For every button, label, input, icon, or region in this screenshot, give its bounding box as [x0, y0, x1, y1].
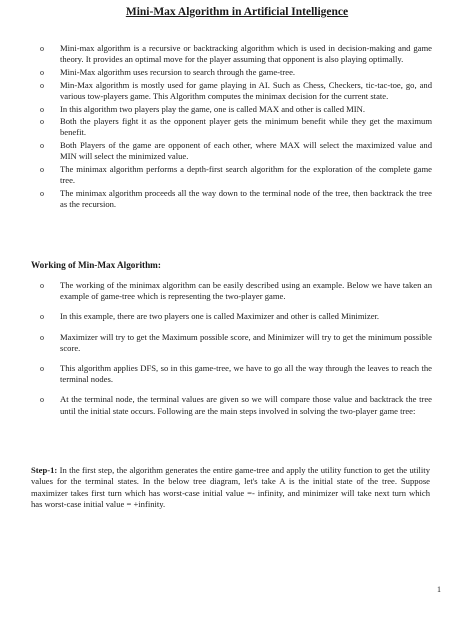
intro-bullet-list [40, 43, 432, 212]
bullet-icon: o [40, 332, 44, 342]
list-item [40, 187, 432, 210]
working-bullet-list [40, 280, 432, 426]
list-item-text: Both the players fight it as the opponent player gets the minimum benefit while they get the maximum benefit. [60, 116, 432, 138]
section-heading: Working of Min-Max Algorithm: [31, 260, 161, 270]
page-title: Mini-Max Algorithm in Artificial Intelligence [125, 6, 349, 18]
list-item-text: Maximizer will try to get the Maximum possible score, and Minimizer will try to get the minimum possible score. [60, 331, 432, 353]
list-item-text: The minimax algorithm performs a depth-first search algorithm for the exploration of the complete game tree. [60, 164, 432, 186]
list-item [40, 116, 432, 138]
list-item-text: In this example, there are two players one is called Maximizer and other is called Minimizer. [60, 311, 380, 322]
bullet-icon: o [40, 117, 44, 127]
list-item-text: The minimax algorithm proceeds all the way down to the terminal node of the tree, then backtrack the tree as the recursion. [60, 187, 432, 210]
list-item-text: Both Players of the game are opponent of each other, where MAX will select the maximized value and MIN will select the minimized value. [60, 140, 432, 162]
bullet-icon: o [40, 67, 44, 77]
list-item [40, 164, 432, 186]
list-item-text: At the terminal node, the terminal values are given so we will compare those value and backtrack the tree until the initial state occurs. Following are the main steps involved in solving the two-player game tree: [60, 394, 432, 416]
list-item [40, 103, 432, 115]
bullet-icon: o [40, 188, 44, 198]
list-item-text: Mini-max algorithm is a recursive or backtracking algorithm which is used in decision-making and game theory. It provides an optimal move for the player assuming that opponent is also playing optimally. [60, 43, 432, 65]
bullet-icon: o [40, 80, 44, 90]
list-item-text: The working of the minimax algorithm can be easily described using an example. Below we have taken an example of game-tree which is representing the two-player game. [60, 280, 432, 302]
step-1-text: In the first step, the algorithm generates the entire game-tree and apply the utility function to get the utility values for the terminal states. In the below tree diagram, let's take A is the initial state of the tree. Suppose maximizer takes first turn which has worst-case initial value =- infinity, and minimizer will take next turn which has worst-case initial value = +infinity. [31, 465, 430, 510]
list-item [40, 43, 432, 65]
list-item [40, 79, 432, 102]
list-item-text: This algorithm applies DFS, so in this game-tree, we have to go all the way through the leaves to reach the terminal nodes. [60, 363, 432, 385]
bullet-icon: o [40, 141, 44, 151]
bullet-icon: o [40, 395, 44, 405]
list-item [40, 140, 432, 162]
list-item [40, 331, 432, 354]
list-item-text: In this algorithm two players play the game, one is called MAX and other is called MIN. [60, 103, 366, 114]
bullet-icon: o [40, 364, 44, 374]
bullet-icon: o [40, 281, 44, 290]
step-1-paragraph [31, 465, 430, 511]
list-item-text: Min-Max algorithm is mostly used for game playing in AI. Such as Chess, Checkers, tic-tac-toe, go, and various tow-players game. This Algorithm computes the minimax decision for the current state. [60, 79, 432, 101]
list-item [40, 363, 432, 385]
list-item [40, 394, 432, 416]
list-item [40, 280, 432, 302]
list-item [40, 66, 432, 78]
bullet-icon: o [40, 165, 44, 175]
list-item-text: Mini-Max algorithm uses recursion to search through the game-tree. [60, 66, 296, 77]
step-1-label: Step-1: [31, 465, 58, 475]
list-item [40, 311, 432, 322]
bullet-icon: o [40, 104, 44, 114]
page-number: 1 [437, 585, 441, 594]
bullet-icon: o [40, 312, 44, 322]
bullet-icon: o [40, 44, 44, 53]
